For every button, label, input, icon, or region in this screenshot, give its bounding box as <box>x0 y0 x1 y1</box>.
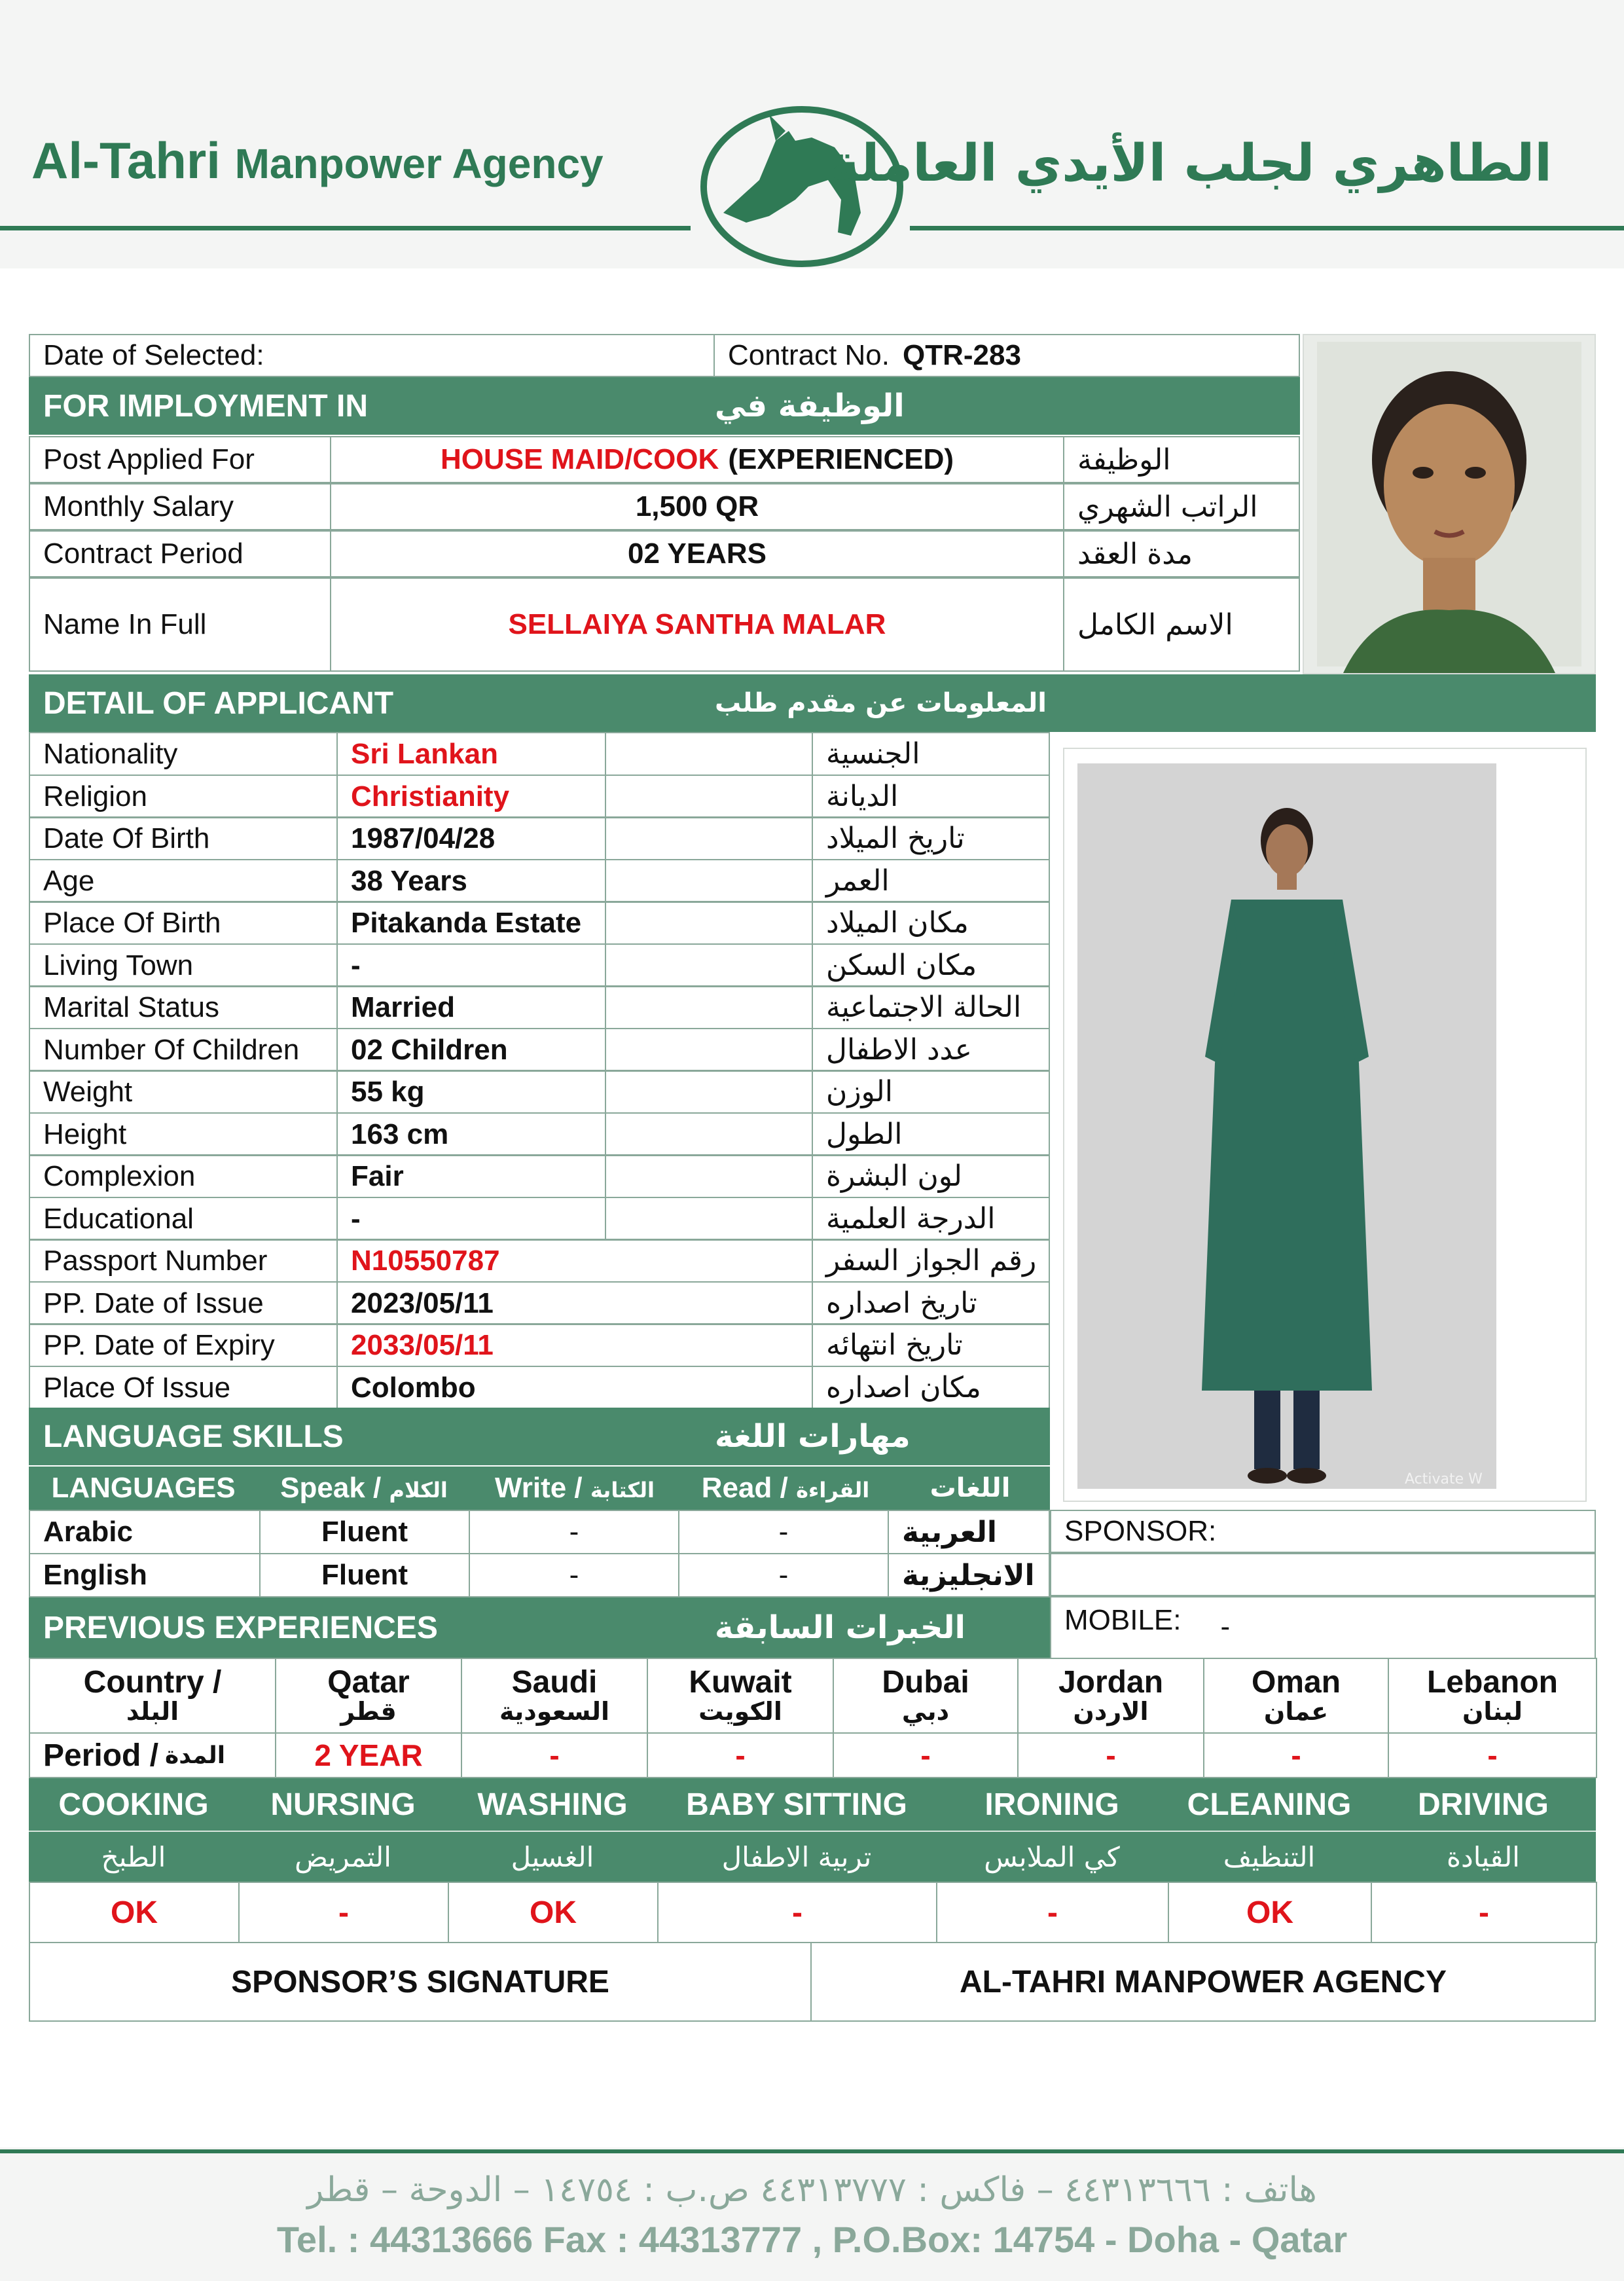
agency-signature-cell <box>810 1942 1596 2022</box>
col-speak-ar: الكلام <box>389 1478 448 1503</box>
country-name: Saudi <box>511 1664 598 1700</box>
applicant-value: 2023/05/11 <box>351 1286 494 1319</box>
applicant-label: Place Of Issue <box>43 1371 231 1404</box>
applicant-value: N10550787 <box>351 1244 500 1277</box>
applicant-arabic-cell <box>812 1197 1050 1241</box>
applicant-label: PP. Date of Issue <box>43 1286 264 1319</box>
applicant-value: 163 cm <box>351 1118 449 1150</box>
applicant-arabic-cell <box>812 1028 1050 1072</box>
portrait-photo <box>1303 334 1596 674</box>
mobile-value: - <box>1220 1611 1231 1643</box>
applicant-arabic-label: مكان الميلاد <box>826 906 969 940</box>
skill-header-ar-cell <box>238 1831 448 1882</box>
applicant-label: Religion <box>43 780 147 812</box>
language-read: - <box>778 1559 789 1591</box>
skill-name: IRONING <box>984 1787 1119 1822</box>
country-header-label-ar: البلد <box>126 1697 179 1726</box>
country-header-label: Country / <box>83 1664 222 1700</box>
skill-name: CLEANING <box>1187 1787 1352 1822</box>
applicant-label-cell <box>29 1112 338 1156</box>
skill-header-ar-cell <box>1371 1831 1596 1882</box>
language-name-cell <box>29 1553 261 1597</box>
col-write <box>470 1472 679 1505</box>
experience-heading-ar-text: الخبرات السابقة <box>715 1609 965 1646</box>
applicant-label-cell <box>29 1239 338 1283</box>
applicant-value-cell <box>336 1239 813 1283</box>
employment-arabic-label: الوظيفة <box>1077 443 1171 477</box>
applicant-value: Fair <box>351 1159 404 1192</box>
applicant-value-cell <box>336 943 606 987</box>
applicant-arabic-cell <box>812 1154 1050 1198</box>
applicant-blank-cell <box>605 901 813 945</box>
employment-arabic-cell <box>1063 483 1300 530</box>
employment-arabic-label: الراتب الشهري <box>1077 490 1258 524</box>
applicant-label-cell <box>29 1070 338 1114</box>
applicant-value: 38 Years <box>351 864 467 897</box>
language-write-cell <box>469 1553 679 1597</box>
employment-arabic-cell <box>1063 530 1300 577</box>
applicant-value-cell <box>336 985 606 1029</box>
employment-heading-ar-text: الوظيفة في <box>715 388 905 424</box>
country-cell <box>461 1658 648 1734</box>
applicant-label: Complexion <box>43 1159 196 1192</box>
col-read-ar: القراءة <box>796 1478 870 1503</box>
period-header-label: Period / <box>43 1738 159 1773</box>
skill-name: DRIVING <box>1417 1787 1549 1822</box>
employment-label: Contract Period <box>43 538 244 570</box>
period-cell <box>461 1732 648 1778</box>
applicant-arabic-label: عدد الاطفال <box>826 1033 972 1067</box>
date-selected-cell <box>29 334 715 377</box>
country-name-ar: لبنان <box>1462 1697 1523 1726</box>
applicant-arabic-label: تاريخ انتهائه <box>826 1328 963 1362</box>
language-arabic-cell <box>888 1553 1050 1597</box>
sponsor-signature-cell <box>29 1942 812 2022</box>
skill-value-cell <box>29 1882 240 1943</box>
sponsor-blank-cell <box>1050 1553 1596 1596</box>
skill-name-ar: الغسيل <box>511 1840 594 1873</box>
period-cell <box>1017 1732 1204 1778</box>
skill-value-cell <box>936 1882 1169 1943</box>
country-name: Kuwait <box>689 1664 792 1700</box>
country-name-ar: السعودية <box>499 1697 610 1726</box>
language-arabic-cell <box>888 1510 1050 1554</box>
skill-value-cell <box>238 1882 449 1943</box>
country-name: Jordan <box>1058 1664 1164 1700</box>
col-languages: LANGUAGES <box>51 1472 236 1504</box>
applicant-label-cell <box>29 1323 338 1367</box>
mobile-label: MOBILE: <box>1064 1604 1182 1636</box>
applicant-blank-cell <box>605 732 813 776</box>
applicant-arabic-cell <box>812 816 1050 860</box>
skill-header-cell <box>936 1778 1168 1831</box>
language-read: - <box>778 1516 789 1548</box>
applicant-arabic-cell <box>812 859 1050 903</box>
experience-heading <box>29 1597 700 1658</box>
period-cell <box>1388 1732 1597 1778</box>
skill-name-ar: التنظيف <box>1223 1840 1316 1873</box>
contract-no-value: QTR-283 <box>902 339 1021 371</box>
header-rule-right <box>910 226 1624 230</box>
employment-label-cell <box>29 483 331 530</box>
applicant-value-cell <box>336 1154 606 1198</box>
applicant-arabic-label: العمر <box>826 864 890 898</box>
applicant-arabic-label: مكان اصداره <box>826 1371 981 1404</box>
footer-contact-english: Tel. : 44313666 Fax : 44313777 , P.O.Box: 14754 - Doha - Qatar <box>276 2219 1348 2260</box>
experience-heading-ar <box>700 1597 1050 1658</box>
skill-header-cell <box>1168 1778 1371 1831</box>
skill-name-ar: كي الملابس <box>984 1840 1120 1873</box>
language-write-cell <box>469 1510 679 1554</box>
skill-name: NURSING <box>270 1787 416 1822</box>
country-cell <box>1203 1658 1389 1734</box>
sponsor-cell <box>1050 1510 1596 1553</box>
country-cell <box>1388 1658 1597 1734</box>
applicant-arabic-label: تاريخ الميلاد <box>826 822 965 855</box>
country-name-ar: دبي <box>901 1697 950 1726</box>
skill-value-cell <box>1168 1882 1372 1943</box>
footer-contact-arabic: هاتف : ٤٤٣١٣٦٦٦ – فاكس : ٤٤٣١٣٧٧٧ ص.ب : ١٤٧٥٤ – الدوحة – قطر <box>307 2170 1317 2210</box>
language-name: Arabic <box>43 1516 133 1548</box>
employment-arabic-cell <box>1063 436 1300 483</box>
employment-label-cell <box>29 436 331 483</box>
agency-name-english <box>31 131 604 191</box>
applicant-label: Marital Status <box>43 991 219 1023</box>
language-arabic: الانجليزية <box>902 1558 1035 1592</box>
footer <box>0 2147 1624 2281</box>
applicant-label: Educational <box>43 1202 194 1235</box>
applicant-arabic-cell <box>812 985 1050 1029</box>
language-name-cell <box>29 1510 261 1554</box>
employment-heading-en: FOR IMPLOYMENT IN <box>43 388 368 424</box>
applicant-arabic-cell <box>812 1112 1050 1156</box>
applicant-value: - <box>351 949 361 981</box>
applicant-label-cell <box>29 1366 338 1410</box>
period-cell <box>833 1732 1019 1778</box>
applicant-value-cell <box>336 1070 606 1114</box>
language-read-cell <box>678 1510 889 1554</box>
employment-value: 02 YEARS <box>628 538 767 570</box>
agency-signature-label: AL-TAHRI MANPOWER AGENCY <box>960 1964 1447 1999</box>
skill-value-cell <box>657 1882 937 1943</box>
language-read-cell <box>678 1553 889 1597</box>
period-cell <box>275 1732 462 1778</box>
employment-value-cell <box>330 483 1064 530</box>
applicant-label-cell <box>29 901 338 945</box>
applicant-value-cell <box>336 775 606 818</box>
applicant-value-cell <box>336 816 606 860</box>
skill-value: - <box>792 1895 803 1930</box>
applicant-label-cell <box>29 985 338 1029</box>
applicant-heading <box>29 674 700 732</box>
language-heading <box>29 1408 700 1465</box>
skill-name-ar: الطبخ <box>101 1840 166 1873</box>
employment-arabic-label: الاسم الكامل <box>1077 608 1233 642</box>
skill-name-ar: القيادة <box>1447 1840 1520 1873</box>
applicant-arabic-cell <box>812 1323 1050 1367</box>
applicant-arabic-label: الجنسية <box>826 737 920 771</box>
applicant-value-cell <box>336 1112 606 1156</box>
full-body-image <box>1064 749 1585 1501</box>
applicant-arabic-cell <box>812 1366 1050 1410</box>
agency-name-part2: Manpower Agency <box>234 140 604 187</box>
skill-header-ar-cell <box>657 1831 936 1882</box>
skill-name: COOKING <box>58 1787 209 1822</box>
header-rule-left <box>0 226 691 230</box>
applicant-label: Living Town <box>43 949 194 981</box>
skill-header-ar-cell <box>1168 1831 1371 1882</box>
applicant-label-cell <box>29 943 338 987</box>
applicant-blank-cell <box>605 775 813 818</box>
skill-name-ar: تربية الاطفال <box>721 1840 872 1873</box>
employment-label: Name In Full <box>43 608 207 640</box>
applicant-arabic-cell <box>812 1239 1050 1283</box>
country-cell <box>1017 1658 1204 1734</box>
contract-no-label: Contract No. <box>728 339 890 371</box>
period-header-label-ar: المدة <box>165 1742 226 1769</box>
col-languages-ar: اللغات <box>929 1473 1011 1503</box>
language-heading-en: LANGUAGE SKILLS <box>43 1419 344 1454</box>
applicant-arabic-cell <box>812 1070 1050 1114</box>
col-write-ar: الكتابة <box>590 1478 655 1503</box>
agency-name-arabic: الطاهري لجلب الأيدي العاملة <box>829 134 1552 193</box>
mobile-cell <box>1050 1596 1596 1659</box>
country-cell <box>833 1658 1019 1734</box>
period-value: - <box>1487 1738 1498 1772</box>
applicant-label: Place Of Birth <box>43 906 221 939</box>
applicant-label: Nationality <box>43 737 178 770</box>
applicant-arabic-label: الدرجة العلمية <box>826 1202 996 1235</box>
period-cell <box>647 1732 834 1778</box>
applicant-value-cell <box>336 1281 813 1325</box>
applicant-value: Pitakanda Estate <box>351 906 582 939</box>
period-value: - <box>1291 1738 1301 1772</box>
applicant-arabic-label: لون البشرة <box>826 1159 962 1193</box>
applicant-heading-en: DETAIL OF APPLICANT <box>43 685 394 721</box>
applicant-label-cell <box>29 816 338 860</box>
experience-heading-en: PREVIOUS EXPERIENCES <box>43 1610 438 1645</box>
applicant-blank-cell <box>605 859 813 903</box>
applicant-label: Weight <box>43 1075 133 1108</box>
language-columns <box>29 1467 1050 1510</box>
applicant-value-cell <box>336 1323 813 1367</box>
employment-value-cell <box>330 530 1064 577</box>
agency-name-part1: Al-Tahri <box>31 132 221 189</box>
applicant-label: Height <box>43 1118 127 1150</box>
skill-header-cell <box>448 1778 657 1831</box>
applicant-arabic-label: رقم الجواز السفر <box>826 1244 1037 1277</box>
employment-value: (EXPERIENCED) <box>728 443 954 475</box>
col-speak-en: Speak / <box>280 1472 382 1504</box>
applicant-value: - <box>351 1202 361 1235</box>
applicant-heading-ar-text: المعلومات عن مقدم طلب <box>715 688 1047 718</box>
applicant-label: Passport Number <box>43 1244 268 1277</box>
applicant-value-cell <box>336 1028 606 1072</box>
country-name-ar: الكويت <box>698 1697 782 1726</box>
language-name: English <box>43 1559 147 1591</box>
skill-header-cell <box>238 1778 448 1831</box>
country-name-ar: قطر <box>340 1697 397 1726</box>
employment-arabic-cell <box>1063 577 1300 672</box>
country-header-cell <box>29 1658 276 1734</box>
period-header-cell <box>29 1732 276 1778</box>
skill-name-ar: التمريض <box>295 1840 391 1873</box>
applicant-value: Married <box>351 991 455 1023</box>
period-value: - <box>1106 1738 1116 1772</box>
country-name: Lebanon <box>1427 1664 1558 1700</box>
language-speak-cell <box>259 1553 470 1597</box>
employment-value-cell <box>330 436 1064 483</box>
skill-value: OK <box>530 1895 577 1930</box>
applicant-arabic-cell <box>812 775 1050 818</box>
applicant-arabic-cell <box>812 732 1050 776</box>
period-value: 2 YEAR <box>314 1738 423 1772</box>
applicant-arabic-label: الوزن <box>826 1075 893 1108</box>
country-name: Dubai <box>882 1664 969 1700</box>
country-name-ar: الاردن <box>1073 1697 1149 1726</box>
language-write: - <box>569 1516 579 1548</box>
applicant-value: Colombo <box>351 1371 476 1404</box>
language-write: - <box>569 1559 579 1591</box>
applicant-arabic-label: الحالة الاجتماعية <box>826 991 1022 1024</box>
applicant-arabic-label: مكان السكن <box>826 949 977 982</box>
applicant-blank-cell <box>605 1112 813 1156</box>
language-speak-cell <box>259 1510 470 1554</box>
skill-header-ar-cell <box>936 1831 1168 1882</box>
period-value: - <box>735 1738 746 1772</box>
skill-value: - <box>1047 1895 1058 1930</box>
employment-value-red: HOUSE MAID/COOK <box>440 443 719 475</box>
country-name-ar: عمان <box>1263 1697 1329 1726</box>
employment-arabic-label: مدة العقد <box>1077 537 1193 571</box>
applicant-arabic-label: تاريخ اصداره <box>826 1286 977 1320</box>
sponsor-label: SPONSOR: <box>1064 1515 1217 1547</box>
applicant-value: 2033/05/11 <box>351 1328 494 1361</box>
footer-rule <box>0 2149 1624 2153</box>
applicant-value: 02 Children <box>351 1033 508 1066</box>
applicant-label-cell <box>29 1197 338 1241</box>
period-value: - <box>920 1738 931 1772</box>
employment-label-cell <box>29 577 331 672</box>
language-heading-ar-text: مهارات اللغة <box>715 1418 911 1455</box>
contract-no-cell <box>713 334 1300 377</box>
period-cell <box>1203 1732 1389 1778</box>
country-cell <box>647 1658 834 1734</box>
applicant-label-cell <box>29 1281 338 1325</box>
applicant-label: Number Of Children <box>43 1033 300 1066</box>
language-arabic: العربية <box>902 1515 997 1549</box>
applicant-value-cell <box>336 859 606 903</box>
language-speak: Fluent <box>321 1559 408 1591</box>
applicant-blank-cell <box>605 943 813 987</box>
applicant-value: Sri Lankan <box>351 737 498 770</box>
applicant-label: Age <box>43 864 95 897</box>
full-body-photo <box>1063 748 1587 1502</box>
applicant-label-cell <box>29 1154 338 1198</box>
applicant-arabic-cell <box>812 901 1050 945</box>
applicant-blank-cell <box>605 816 813 860</box>
employment-label: Monthly Salary <box>43 490 234 522</box>
photo-watermark: Activate W <box>1405 1471 1483 1487</box>
employment-heading-ar <box>700 377 1300 435</box>
applicant-blank-cell <box>605 1197 813 1241</box>
applicant-blank-cell <box>605 985 813 1029</box>
applicant-value: Christianity <box>351 780 510 812</box>
sponsor-signature-label: SPONSOR’S SIGNATURE <box>231 1964 609 1999</box>
skill-value: - <box>1479 1895 1489 1930</box>
applicant-label-cell <box>29 775 338 818</box>
applicant-arabic-label: الديانة <box>826 780 899 813</box>
applicant-value-cell <box>336 1366 813 1410</box>
applicant-arabic-cell <box>812 943 1050 987</box>
skill-name: WASHING <box>477 1787 628 1822</box>
employment-heading <box>29 377 700 435</box>
skill-header-ar-cell <box>29 1831 238 1882</box>
applicant-label-cell <box>29 859 338 903</box>
col-read <box>681 1472 890 1505</box>
language-heading-ar <box>700 1408 1050 1465</box>
applicant-blank-cell <box>605 1154 813 1198</box>
applicant-value-cell <box>336 901 606 945</box>
applicant-arabic-label: الطول <box>826 1118 903 1151</box>
employment-label: Post Applied For <box>43 443 255 475</box>
skill-header-cell <box>657 1778 936 1831</box>
skill-header-cell <box>29 1778 238 1831</box>
portrait-image <box>1304 335 1595 673</box>
applicant-label-cell <box>29 1028 338 1072</box>
country-name: Oman <box>1251 1664 1341 1700</box>
skill-value: OK <box>111 1895 158 1930</box>
applicant-value: 1987/04/28 <box>351 822 496 854</box>
skill-value: - <box>338 1895 349 1930</box>
country-name: Qatar <box>327 1664 410 1700</box>
skill-header-cell <box>1371 1778 1596 1831</box>
applicant-value-cell <box>336 732 606 776</box>
skill-value: OK <box>1246 1895 1293 1930</box>
skill-name: BABY SITTING <box>686 1787 907 1822</box>
employment-value: 1,500 QR <box>635 490 759 522</box>
employment-label-cell <box>29 530 331 577</box>
applicant-value-cell <box>336 1197 606 1241</box>
employment-value-red: SELLAIYA SANTHA MALAR <box>508 608 886 640</box>
applicant-blank-cell <box>605 1070 813 1114</box>
period-value: - <box>549 1738 560 1772</box>
employment-value-cell <box>330 577 1064 672</box>
col-speak <box>259 1472 469 1505</box>
language-speak: Fluent <box>321 1516 408 1548</box>
applicant-blank-cell <box>605 1028 813 1072</box>
applicant-label: Date Of Birth <box>43 822 210 854</box>
applicant-heading-ar <box>700 674 1596 732</box>
applicant-arabic-cell <box>812 1281 1050 1325</box>
applicant-label-cell <box>29 732 338 776</box>
skill-value-cell <box>448 1882 659 1943</box>
col-write-en: Write / <box>495 1472 583 1504</box>
applicant-value: 55 kg <box>351 1075 425 1108</box>
skill-value-cell <box>1371 1882 1597 1943</box>
country-cell <box>275 1658 462 1734</box>
applicant-label: PP. Date of Expiry <box>43 1328 275 1361</box>
date-selected-label: Date of Selected: <box>43 339 264 371</box>
skill-header-ar-cell <box>448 1831 657 1882</box>
col-read-en: Read / <box>701 1472 788 1504</box>
